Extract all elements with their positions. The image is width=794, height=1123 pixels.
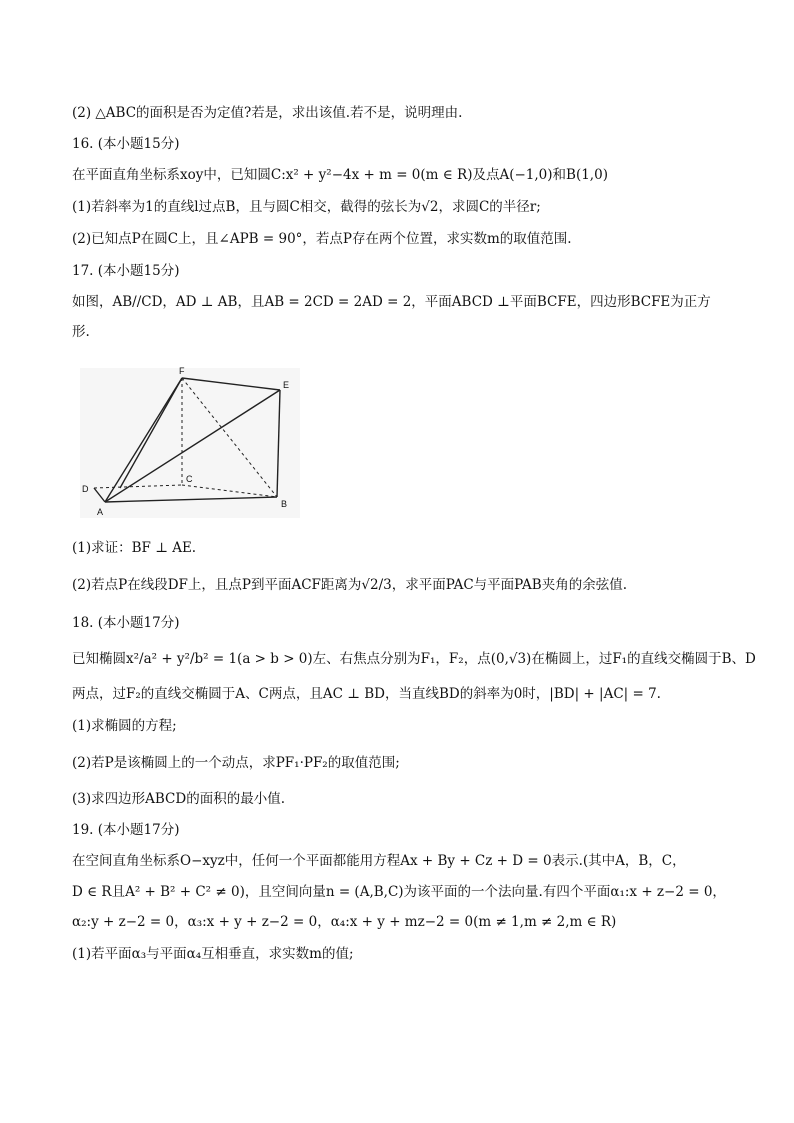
question-17-part2: (2)若点P在线段DF上，且点P到平面ACF距离为√2/3，求平面PAC与平面PAB夹角的余弦值. xyxy=(72,577,627,593)
question-17-part1: (1)求证：BF ⊥ AE. xyxy=(72,540,197,556)
label-b: B xyxy=(281,499,288,509)
question-16-part1: (1)若斜率为1的直线l过点B，且与圆C相交，截得的弦长为√2，求圆C的半径r; xyxy=(72,199,541,215)
question-19-part1: (1)若平面α₃与平面α₄互相垂直，求实数m的值; xyxy=(72,946,354,962)
question-16-part2: (2)已知点P在圆C上，且∠APB = 90°，若点P存在两个位置，求实数m的取值范围. xyxy=(72,231,572,247)
question-17-stem: 如图，AB//CD，AD ⊥ AB，且AB = 2CD = 2AD = 2，平面ABCD ⊥平面BCFE，四边形BCFE为正方 xyxy=(72,294,711,310)
text-line: (2) △ABC的面积是否为定值?若是，求出该值.若不是，说明理由. xyxy=(72,105,463,121)
question-18-part3: (3)求四边形ABCD的面积的最小值. xyxy=(72,791,285,807)
question-18-stem: 已知椭圆x²/a² + y²/b² = 1(a > b > 0)左、右焦点分别为F₁，F₂，点(0,√3)在椭圆上，过F₁的直线交椭圆于B、D xyxy=(72,651,756,667)
question-18-part2: (2)若P是该椭圆上的一个动点，求PF₁·PF₂的取值范围; xyxy=(72,755,400,771)
question-17-header: 17. (本小题15分) xyxy=(72,263,180,279)
label-e: E xyxy=(283,380,290,390)
question-19-stem-cont2: α₂:y + z−2 = 0，α₃:x + y + z−2 = 0，α₄:x + y + mz−2 = 0(m ≠ 1,m ≠ 2,m ∈ R) xyxy=(72,914,617,930)
label-f: F xyxy=(179,366,185,376)
label-d: D xyxy=(82,484,89,494)
question-18-part1: (1)求椭圆的方程; xyxy=(72,718,177,734)
question-17-stem-cont: 形. xyxy=(72,324,90,340)
question-16-stem: 在平面直角坐标系xoy中，已知圆C:x² + y²−4x + m = 0(m ∈ R)及点A(−1,0)和B(1,0) xyxy=(72,167,608,183)
question-19-header: 19. (本小题17分) xyxy=(72,822,180,838)
question-18-stem-cont: 两点，过F₂的直线交椭圆于A、C两点，且AC ⊥ BD，当直线BD的斜率为0时，|BD| + |AC| = 7. xyxy=(72,686,661,702)
question-19-stem-cont1: D ∈ R且A² + B² + C² ≠ 0)，且空间向量n = (A,B,C)为该平面的一个法向量.有四个平面α₁:x + z−2 = 0， xyxy=(72,884,726,900)
label-c: C xyxy=(186,474,193,484)
label-a: A xyxy=(97,507,104,517)
question-19-stem: 在空间直角坐标系O−xyz中，任何一个平面都能用方程Ax + By + Cz + D = 0表示.(其中A，B，C， xyxy=(72,853,686,869)
question-16-header: 16. (本小题15分) xyxy=(72,136,180,152)
question-18-header: 18. (本小题17分) xyxy=(72,615,180,631)
geometry-figure xyxy=(72,360,302,525)
